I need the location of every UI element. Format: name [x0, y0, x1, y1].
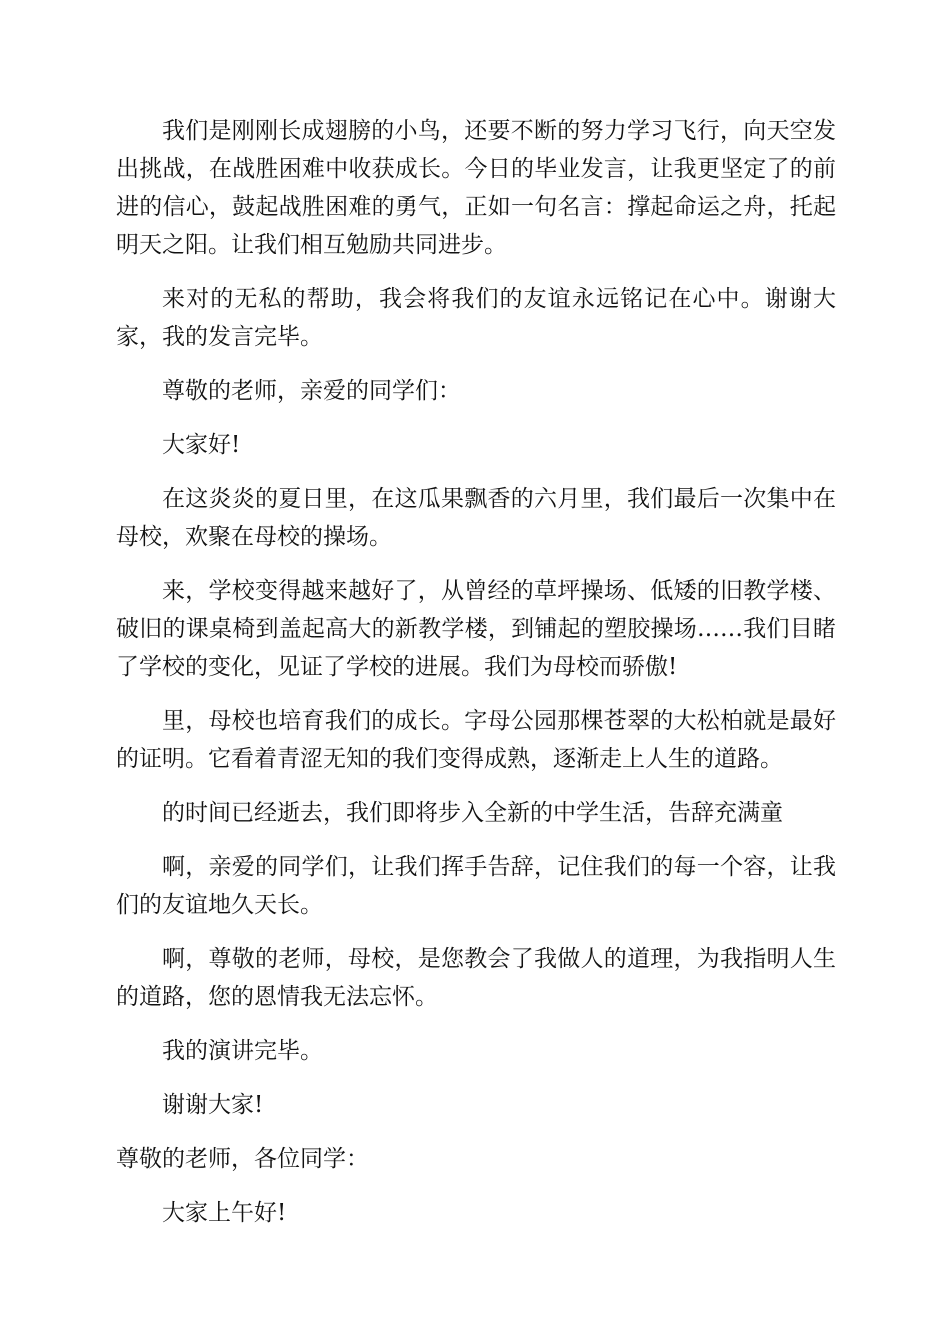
paragraph-1: 我们是刚刚长成翅膀的小鸟，还要不断的努力学习飞行，向天空发出挑战，在战胜困难中收获成长。今日的毕业发言，让我更坚定了的前进的信心，鼓起战胜困难的勇气，正如一句名言：撑起命运之舟，托起明天之阳。让我们相互勉励共同进步。 [116, 118, 836, 258]
paragraph-13: 尊敬的老师，各位同学： [116, 1146, 369, 1172]
paragraph-14: 大家上午好! [162, 1200, 287, 1226]
paragraph-3: 尊敬的老师，亲爱的同学们： [162, 378, 461, 404]
paragraph-2: 来对的无私的帮助，我会将我们的友谊永远铭记在心中。谢谢大家，我的发言完毕。 [116, 286, 836, 350]
paragraph-11: 我的演讲完毕。 [162, 1038, 323, 1064]
paragraph-12: 谢谢大家! [162, 1092, 264, 1118]
document-body [116, 112, 836, 1232]
paragraph-7: 里，母校也培育我们的成长。字母公园那棵苍翠的大松柏就是最好的证明。它看着青涩无知的我们变得成熟，逐渐走上人生的道路。 [116, 708, 836, 772]
paragraph-10: 啊，尊敬的老师，母校，是您教会了我做人的道理，为我指明人生的道路，您的恩情我无法忘怀。 [116, 946, 836, 1010]
paragraph-9: 啊，亲爱的同学们，让我们挥手告辞，记住我们的每一个容，让我们的友谊地久天长。 [116, 854, 836, 918]
paragraph-6: 来，学校变得越来越好了，从曾经的草坪操场、低矮的旧教学楼、破旧的课桌椅到盖起高大的新教学楼，到铺起的塑胶操场……我们目睹了学校的变化，见证了学校的进展。我们为母校而骄傲! [116, 578, 836, 680]
paragraph-4: 大家好! [162, 432, 241, 458]
paragraph-5: 在这炎炎的夏日里，在这瓜果飘香的六月里，我们最后一次集中在母校，欢聚在母校的操场。 [116, 486, 836, 550]
paragraph-8: 的时间已经逝去，我们即将步入全新的中学生活，告辞充满童 [162, 800, 783, 826]
